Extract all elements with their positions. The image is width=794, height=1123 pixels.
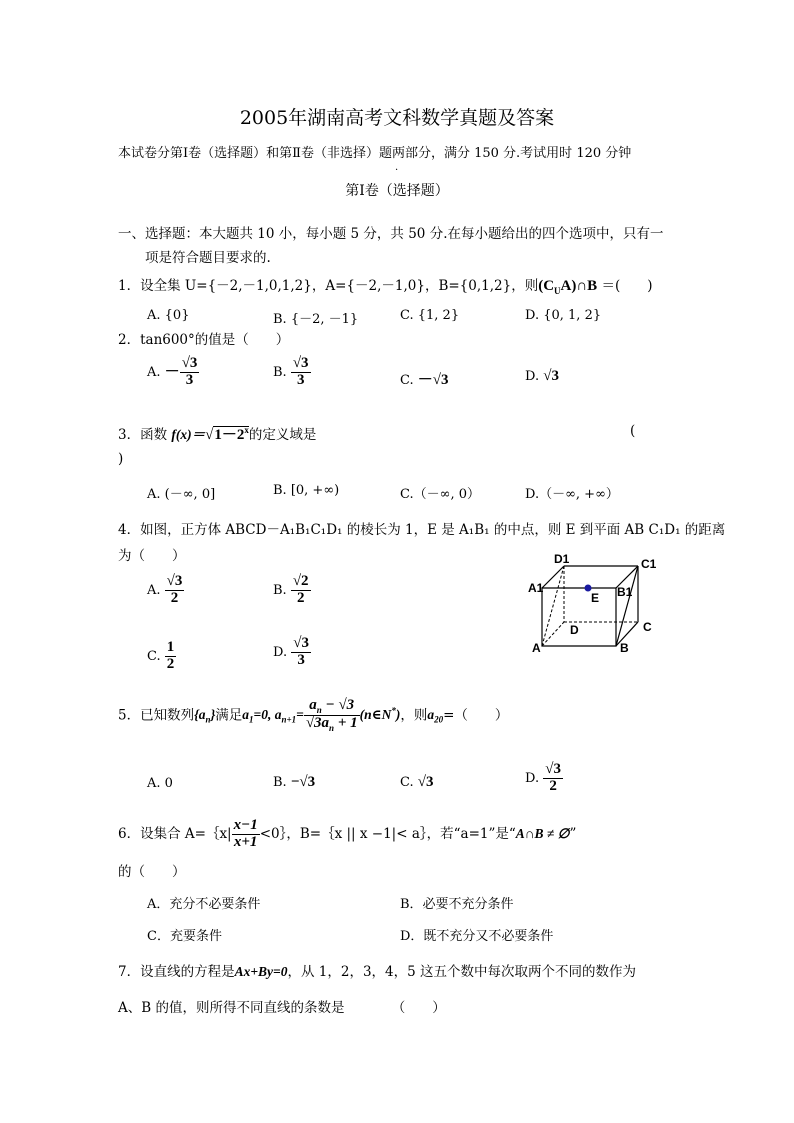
label-a: A — [532, 641, 541, 655]
question-4-line1: 4．如图，正方体 ABCD－A₁B₁C₁D₁ 的棱长为 1，E 是 A₁B₁ 的中点，则 E 到平面 AB C₁D₁ 的距离 — [118, 522, 726, 538]
q1-option-d: D. {0, 1, 2} — [525, 308, 602, 323]
q3-option-a: A. (－∞, 0] — [147, 487, 216, 502]
part-heading: 第Ⅰ卷（选择题） — [345, 183, 449, 199]
label-c1: C1 — [641, 557, 657, 571]
q6-option-b: B．必要不充分条件 — [400, 897, 514, 912]
cube-figure — [528, 550, 663, 660]
intro-text: 本试卷分第Ⅰ卷（选择题）和第Ⅱ卷（非选择）题两部分，满分 150 分.考试用时 120 分钟 — [118, 146, 632, 161]
q3-function: f(x)＝ — [171, 427, 206, 442]
cube-front-face — [542, 588, 616, 646]
question-5: 5．已知数列$\{a_n\}$满足$a_1=0$, $a_{n+1}=$ $\frac{a_n - √3}{√3a_n + 1}$ (n∈N*)，则$a_{20}=$（ ） — [118, 697, 509, 734]
question-7-line2: A、B 的值，则所得不同直线的条数是 （ ） — [118, 1000, 446, 1016]
section-instructions-line1: 一、选择题：本大题共 10 小，每小题 5 分，共 50 分.在每小题给出的四个选项中，只有一 — [118, 226, 664, 242]
q1-text: 1．设全集 U={－2,－1,0,1,2}，A={－2,－1,0}，B={0,1,2}，则 — [118, 278, 539, 294]
q4-option-a: A. $\frac{√3}{2}$ — [147, 573, 183, 606]
q6-option-a: A．充分不必要条件 — [147, 897, 261, 912]
label-b1: B1 — [617, 585, 633, 599]
question-6-line2: 的（ ） — [118, 864, 186, 880]
q3-option-d: D.（－∞, +∞） — [525, 487, 619, 502]
label-a1: A1 — [528, 581, 544, 595]
section-instructions-line2: 项是符合题目要求的. — [145, 250, 271, 266]
dot-mark: . — [395, 162, 399, 173]
q2-option-c: C. －√3 — [400, 372, 449, 388]
q3-paren-close: ) — [118, 451, 124, 467]
q5-option-d: D. $\frac{√3}{2}$ — [525, 761, 561, 794]
q3-option-b: B. [0, +∞) — [273, 483, 340, 498]
question-3: 3．函数 $f(x)=√1-2^x$的定义域是 — [118, 425, 317, 443]
q4-option-c: C. $\frac{1}{2}$ — [147, 639, 175, 672]
question-4-line2: 为（ ） — [118, 548, 186, 564]
label-c: C — [643, 620, 652, 634]
q1-option-c: C. {1, 2} — [400, 308, 460, 323]
page-title: 2005年湖南高考文科数学真题及答案 — [239, 107, 555, 129]
question-1 — [118, 274, 653, 296]
q5-option-b: B. −√3 — [273, 774, 316, 790]
label-d: D — [570, 623, 579, 637]
q6-option-c: C．充要条件 — [147, 929, 222, 944]
question-7: 7．设直线的方程是Ax+By=0，从 1，2，3，4，5 这五个数中每次取两个不同的数作为 — [118, 964, 637, 980]
question-2: 2．tan600°的值是（ ） — [118, 332, 290, 348]
q1-option-b: B. {－2, －1} — [273, 312, 359, 327]
q2-option-d: D. √3 — [525, 368, 559, 384]
label-d1: D1 — [554, 552, 570, 566]
q2-option-a: A. － $\frac{√3}{3}$ — [147, 355, 198, 388]
question-6: 6．设集合 A=｛x| $\frac{x-1}{x+1}$ <0｝，B=｛x || x −1|< a｝，若“a=1”是“A∩B ≠ ∅” — [118, 817, 577, 850]
label-b: B — [620, 641, 629, 655]
q2-option-b: B. $\frac{√3}{3}$ — [273, 355, 309, 388]
q1-option-a: A. {0} — [147, 308, 190, 323]
q4-option-d: D. $\frac{√3}{3}$ — [273, 635, 309, 668]
label-e: E — [591, 591, 600, 605]
q1-tail: ＝( ) — [601, 278, 653, 294]
q6-option-d: D．既不充分又不必要条件 — [400, 929, 554, 944]
q3-option-c: C.（－∞, 0） — [400, 487, 480, 502]
q3-paren-open: ( — [630, 423, 636, 439]
q5-option-a: A. 0 — [147, 776, 173, 791]
q4-option-b: B. $\frac{√2}{2}$ — [273, 573, 309, 606]
q5-option-c: C. √3 — [400, 774, 434, 790]
q1-formula: $(C_UA)\cap B$ — [538, 278, 598, 296]
